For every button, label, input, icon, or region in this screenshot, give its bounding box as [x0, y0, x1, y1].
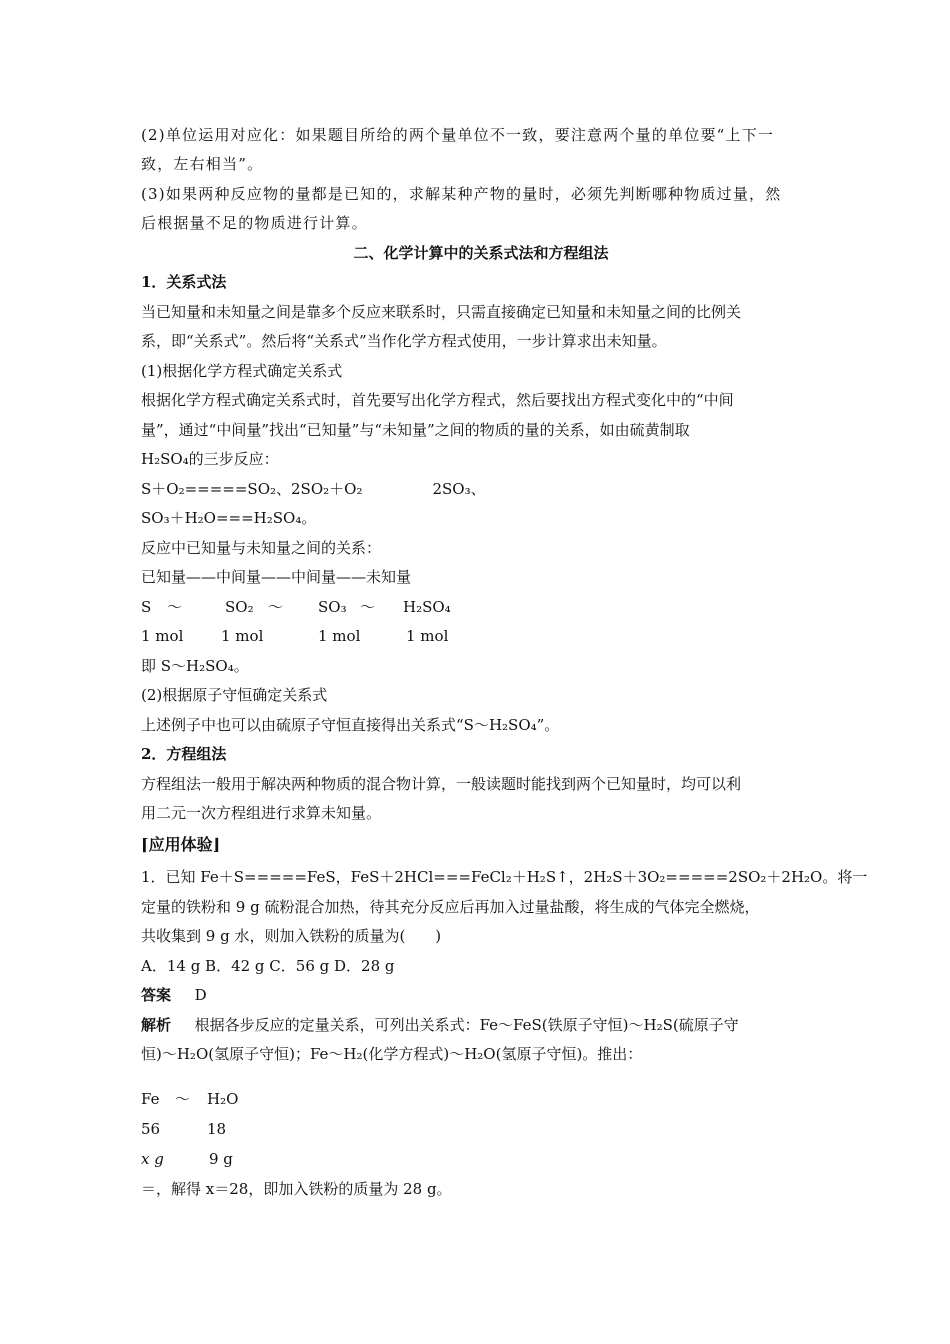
equation-line2: SO₃＋H₂O===H₂SO₄。 — [141, 509, 317, 527]
method1-sub1-line3: H₂SO₄的三步反应： — [141, 450, 279, 468]
paragraph-excess-reactant-line2: 后根据量不足的物质进行计算。 — [141, 214, 368, 232]
method1-sub2-text: 上述例子中也可以由硫原子守恒直接得出关系式“S～H₂SO₄”。 — [141, 716, 560, 734]
calc-x: x g — [141, 1150, 164, 1168]
paragraph-unit-correspondence-line2: 致，左右相当”。 — [141, 155, 264, 173]
final-line: ＝，解得 x＝28，即加入铁粉的质量为 28 g。 — [141, 1180, 452, 1198]
question-line1: 1．已知 Fe＋S=====FeS，FeS＋2HCl===FeCl₂＋H₂S↑，2H₂S＋3O₂=====2SO₂＋2H₂O。将一 — [141, 868, 868, 886]
equation-line1 — [141, 478, 486, 500]
answer-value: D — [194, 986, 207, 1004]
paragraph-unit-correspondence-line1: (2)单位运用对应化：如果题目所给的两个量单位不一致，要注意两个量的单位要“上下一 — [141, 126, 775, 144]
method1-heading: 1．关系式法 — [141, 273, 227, 291]
method1-desc-line1: 当已知量和未知量之间是靠多个反应来联系时，只需直接确定已知量和未知量之间的比例关 — [141, 303, 742, 321]
practice-label — [141, 834, 220, 856]
question-options: A．14 g B．42 g C．56 g D．28 g — [141, 957, 395, 975]
method1-sub1-heading: (1)根据化学方程式确定关系式 — [141, 362, 343, 380]
answer-line — [141, 984, 207, 1006]
method1-sub1-line2: 量”，通过“中间量”找出“已知量”与“未知量”之间的物质的量的关系，如由硫黄制取 — [141, 421, 690, 439]
tilde-1: ～ — [167, 598, 183, 616]
section-title: 二、化学计算中的关系式法和方程组法 — [353, 244, 609, 262]
analysis-label: 解析 — [141, 1016, 172, 1034]
tilde-2: ～ — [268, 598, 284, 616]
method2-desc-line2: 用二元一次方程组进行求算未知量。 — [141, 804, 382, 822]
question-line3: 共收集到 9 g 水，则加入铁粉的质量为( ) — [141, 927, 442, 945]
relation-intro: 反应中已知量与未知量之间的关系： — [141, 539, 382, 557]
method1-sub1-line1: 根据化学方程式确定关系式时，首先要写出化学方程式，然后要找出方程式变化中的“中间 — [141, 391, 734, 409]
left-bracket-icon: ⌈ — [141, 835, 149, 854]
question-line2: 定量的铁粉和 9 g 硫粉混合加热，待其充分反应后再加入过量盐酸，将生成的气体完全燃烧， — [141, 898, 760, 916]
practice-label-text: 应用体验 — [148, 835, 213, 854]
calc-fe: Fe — [141, 1090, 160, 1108]
relation-chain: 已知量——中间量——中间量——未知量 — [141, 568, 412, 586]
species-so3: SO₃ — [318, 598, 347, 616]
calc-fe-mass: 56 — [141, 1120, 161, 1138]
equation-line1-part-b: 2SO₃、 — [432, 480, 486, 498]
tilde-3: ～ — [360, 598, 376, 616]
amount-so2: 1 mol — [221, 627, 264, 645]
calc-9g: 9 g — [209, 1150, 233, 1168]
method2-heading: 2．方程组法 — [141, 745, 227, 763]
species-h2so4: H₂SO₄ — [403, 598, 451, 616]
paragraph-excess-reactant-line1: (3)如果两种反应物的量都是已知的，求解某种产物的量时，必须先判断哪种物质过量，然 — [141, 185, 782, 203]
amount-so3: 1 mol — [318, 627, 361, 645]
calc-h2o: H₂O — [207, 1090, 239, 1108]
amount-s: 1 mol — [141, 627, 184, 645]
calc-h2o-mass: 18 — [207, 1120, 227, 1138]
analysis-line2: 恒)～H₂O(氢原子守恒)；Fe～H₂(化学方程式)～H₂O(氢原子守恒)。推出： — [141, 1045, 643, 1063]
relation-conclusion: 即 S～H₂SO₄。 — [141, 657, 249, 675]
method1-desc-line2: 系，即“关系式”。然后将“关系式”当作化学方程式使用，一步计算求出未知量。 — [141, 332, 667, 350]
amount-h2so4: 1 mol — [406, 627, 449, 645]
right-bracket-icon: ⌋ — [212, 835, 221, 854]
calc-tilde: ～ — [175, 1090, 191, 1108]
method2-desc-line1: 方程组法一般用于解决两种物质的混合物计算，一般读题时能找到两个已知量时，均可以利 — [141, 775, 742, 793]
analysis-line1 — [141, 1014, 739, 1036]
species-so2: SO₂ — [225, 598, 254, 616]
answer-label: 答案 — [141, 986, 172, 1004]
method1-sub2-heading: (2)根据原子守恒确定关系式 — [141, 686, 328, 704]
analysis-text-1: 根据各步反应的定量关系，可列出关系式：Fe～FeS(铁原子守恒)～H₂S(硫原子守 — [194, 1016, 739, 1034]
equation-line1-part-a: S＋O₂=====SO₂、2SO₂＋O₂ — [141, 480, 363, 498]
species-s: S — [141, 598, 152, 616]
